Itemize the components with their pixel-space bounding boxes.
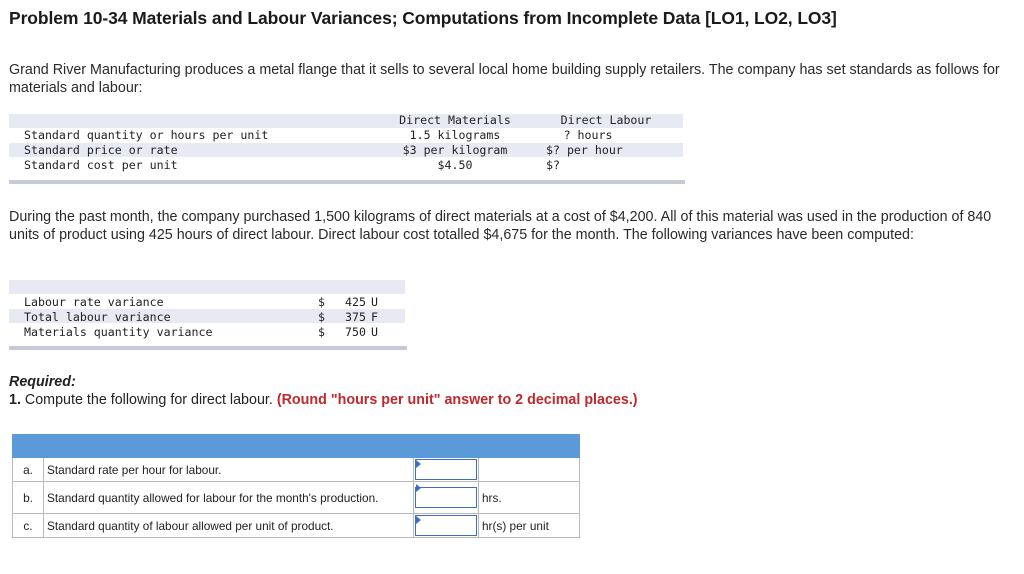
question-number: 1. <box>9 392 21 408</box>
page-title: Problem 10-34 Materials and Labour Variances; Computations from Incomplete Data [LO1, LO2, LO3] <box>9 8 837 28</box>
variance-amount: 750 <box>345 325 366 339</box>
input-marker-icon <box>416 484 421 492</box>
intro-paragraph: Grand River Manufacturing produces a metal flange that it sells to several local home building supply retailers. The company has set standards as follows for materials and labour: <box>9 62 1000 96</box>
variance-flag: F <box>371 310 378 324</box>
standard-rate-input[interactable] <box>415 459 477 480</box>
standard-quantity-per-unit-input[interactable] <box>415 515 477 536</box>
materials-header: Direct Materials <box>399 113 511 127</box>
std-row-materials: $3 per kilogram <box>402 143 508 157</box>
labour-header: Direct Labour <box>560 113 652 127</box>
std-row-labour: $? <box>546 158 560 172</box>
question-1 <box>9 392 638 408</box>
answer-row-a <box>13 458 580 482</box>
std-row-materials: 1.5 kilograms <box>409 128 501 142</box>
variance-amount: 425 <box>345 295 366 309</box>
question-text: Compute the following for direct labour. <box>20 392 273 408</box>
row-unit: hrs. <box>479 482 580 514</box>
std-row-materials: $4.50 <box>437 158 473 172</box>
std-row-labour: $? per hour <box>546 143 623 157</box>
row-description: Standard quantity allowed for labour for the month's production. <box>44 482 414 514</box>
answer-row-c <box>13 514 580 538</box>
variance-flag: U <box>371 295 378 309</box>
answer-row-b <box>13 482 580 514</box>
row-description: Standard quantity of labour allowed per unit of product. <box>44 514 414 538</box>
standard-quantity-month-input[interactable] <box>415 487 477 508</box>
input-marker-icon <box>416 460 421 468</box>
row-unit: hr(s) per unit <box>479 514 580 538</box>
variance-label: Total labour variance <box>24 310 171 324</box>
std-row-label: Standard price or rate <box>24 143 178 157</box>
variance-label: Materials quantity variance <box>24 325 213 339</box>
row-letter: b. <box>13 482 44 514</box>
answer-table-header <box>13 435 580 458</box>
details-paragraph: During the past month, the company purchased 1,500 kilograms of direct materials at a cost of $4,200. All of this material was used in the production of 840 units of product using 425 hours of direct labour. Direct labour cost totalled $4,675 for the month. The following variances have been computed: <box>9 209 992 243</box>
std-row-label: Standard quantity or hours per unit <box>24 128 269 142</box>
variance-currency: $ <box>318 310 325 324</box>
std-row-labour: ? hours <box>563 128 613 142</box>
variance-amount: 375 <box>345 310 366 324</box>
input-marker-icon <box>416 516 421 524</box>
required-heading: Required: <box>9 374 76 390</box>
row-description: Standard rate per hour for labour. <box>44 458 414 482</box>
variance-flag: U <box>371 325 378 339</box>
row-letter: a. <box>13 458 44 482</box>
answer-table <box>12 434 580 538</box>
rounding-instruction: (Round "hours per unit" answer to 2 decimal places.) <box>276 392 638 408</box>
variance-currency: $ <box>318 325 325 339</box>
std-row-label: Standard cost per unit <box>24 158 178 172</box>
variance-currency: $ <box>318 295 325 309</box>
row-letter: c. <box>13 514 44 538</box>
row-unit <box>479 458 580 482</box>
variance-label: Labour rate variance <box>24 295 164 309</box>
